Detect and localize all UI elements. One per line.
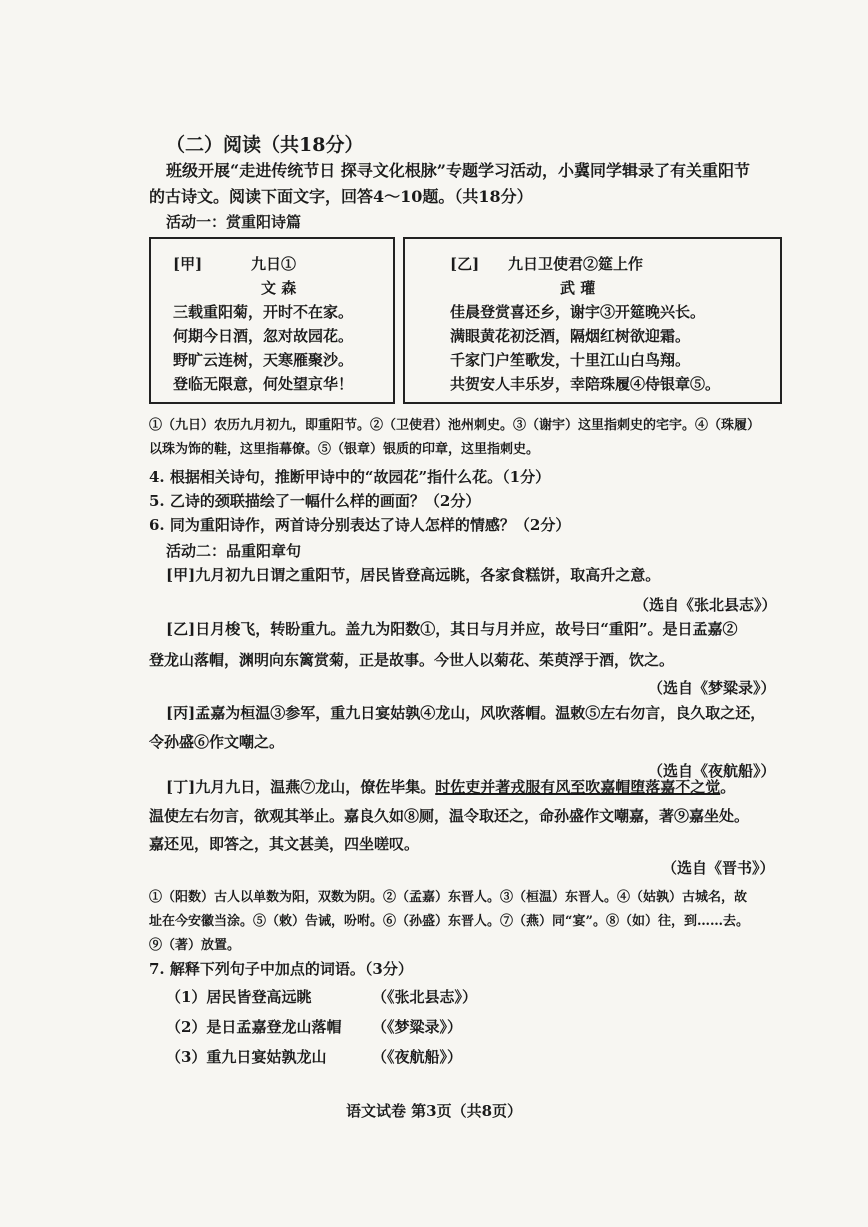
poem-a-line-2: 何期今日酒，忽对故园花。 — [173, 327, 354, 345]
poem-a-line-3: 野旷云连树，天寒雁聚沙。 — [173, 351, 354, 369]
q7-item-2-source: （《梦粱录》） — [372, 1018, 463, 1036]
text-ding-underlined-sentence: 时佐吏并著戎服有风至吹嘉帽堕落嘉不之觉 — [435, 778, 721, 796]
poem-b-line-3: 千家门户笙歌发，十里江山白鸟翔。 — [450, 351, 691, 369]
poem-b-line-1: 佳晨登赏喜还乡，谢宇③开筵晚兴长。 — [450, 303, 706, 321]
text-ding-line-1-c: 。 — [720, 778, 736, 796]
question-5: 5. 乙诗的颈联描绘了一幅什么样的画面？（2分） — [149, 492, 481, 510]
activity-2-heading: 活动二：品重阳章句 — [166, 542, 302, 560]
poem-b-title: 九日卫使君②筵上作 — [508, 255, 644, 273]
poem-a-title: 九日① — [251, 255, 297, 273]
text-yi-line-2: 登龙山落帽，渊明向东篱赏菊，正是故事。今世人以菊花、茱萸浮于酒，饮之。 — [149, 651, 675, 669]
q7-item-2: （2）是日孟嘉登龙山落帽 — [166, 1018, 342, 1036]
notes-2-line-3: ⑨（著）放置。 — [149, 938, 241, 953]
page-footer: 语文试卷 第3页（共8页） — [345, 1102, 523, 1120]
poem-a-line-4: 登临无限意，何处望京华！ — [173, 375, 354, 393]
text-yi-line-1: [乙]日月梭飞，转盼重九。盖九为阳数①，其日与月并应，故号曰“重阳”。是日孟嘉② — [166, 620, 738, 638]
q7-item-3-source: （《夜航船》） — [372, 1048, 463, 1066]
poem-b-line-2: 满眼黄花初泛酒，隔烟红树欲迎霜。 — [450, 327, 691, 345]
text-jia-source: （选自《张北县志》） — [634, 596, 777, 614]
text-ding-source: （选自《晋书》） — [662, 859, 775, 877]
intro-line-2: 的古诗文。阅读下面文字，回答4～10题。（共18分） — [149, 187, 533, 206]
intro-line-1: 班级开展“走进传统节日 探寻文化根脉”专题学习活动，小冀同学辑录了有关重阳节 — [166, 161, 750, 180]
q7-item-1: （1）居民皆登高远眺 — [166, 988, 312, 1006]
text-bing-line-2: 令孙盛⑥作文嘲之。 — [149, 733, 285, 751]
question-6: 6. 同为重阳诗作，两首诗分别表达了诗人怎样的情感？（2分） — [149, 516, 571, 534]
text-ding-line-2: 温使左右勿言，欲观其举止。嘉良久如⑧厕，温令取还之，命孙盛作文嘲嘉，著⑨嘉坐处。 — [149, 807, 750, 825]
question-7: 7. 解释下列句子中加点的词语。（3分） — [149, 960, 413, 978]
poem-a-box — [149, 237, 395, 404]
text-ding-line-1 — [166, 776, 735, 797]
notes-1-line-1: ①（九日）农历九月初九，即重阳节。②（卫使君）池州刺史。③（谢宇）这里指刺史的宅宇。④（珠履） — [149, 418, 761, 433]
poem-a-line-1: 三载重阳菊，开时不在家。 — [173, 303, 354, 321]
text-bing-source: （选自《夜航船》） — [648, 762, 776, 780]
notes-2-line-2: 址在今安徽当涂。⑤（敕）告诫，吩咐。⑥（孙盛）东晋人。⑦（燕）同“宴”。⑧（如）往，到……去。 — [149, 914, 749, 929]
q7-item-1-source: （《张北县志》） — [372, 988, 478, 1006]
poem-b-author: 武 瓘 — [560, 279, 596, 297]
q7-item-3: （3）重九日宴姑孰龙山 — [166, 1048, 327, 1066]
poem-b-box — [403, 237, 782, 404]
section-title: （二）阅读（共18分） — [166, 134, 364, 156]
notes-1-line-2: 以珠为饰的鞋，这里指幕僚。⑤（银章）银质的印章，这里指刺史。 — [149, 442, 540, 457]
poem-b-line-4: 共贺安人丰乐岁，幸陪珠履④侍银章⑤。 — [450, 375, 721, 393]
text-yi-source: （选自《梦粱录》） — [648, 679, 776, 697]
poem-a-label: [甲] — [173, 255, 203, 273]
text-ding-line-3: 嘉还见，即答之，其文甚美，四坐嗟叹。 — [149, 835, 420, 853]
text-bing-line-1: [丙]孟嘉为桓温③参军，重九日宴姑孰④龙山，风吹落帽。温敕⑤左右勿言，良久取之还， — [166, 704, 766, 722]
poem-a-author: 文 森 — [261, 279, 297, 297]
question-4: 4. 根据相关诗句，推断甲诗中的“故园花”指什么花。（1分） — [149, 468, 551, 486]
text-ding-line-1-a: [丁]九月九日，温燕⑦龙山，僚佐毕集。 — [166, 778, 436, 796]
text-jia-line-1: [甲]九月初九日谓之重阳节，居民皆登高远眺，各家食糕饼，取高升之意。 — [166, 566, 661, 584]
notes-2-line-1: ①（阳数）古人以单数为阳，双数为阴。②（孟嘉）东晋人。③（桓温）东晋人。④（姑孰）古城名，故 — [149, 890, 748, 905]
activity-1-heading: 活动一：赏重阳诗篇 — [166, 213, 302, 231]
poem-b-label: [乙] — [450, 255, 480, 273]
